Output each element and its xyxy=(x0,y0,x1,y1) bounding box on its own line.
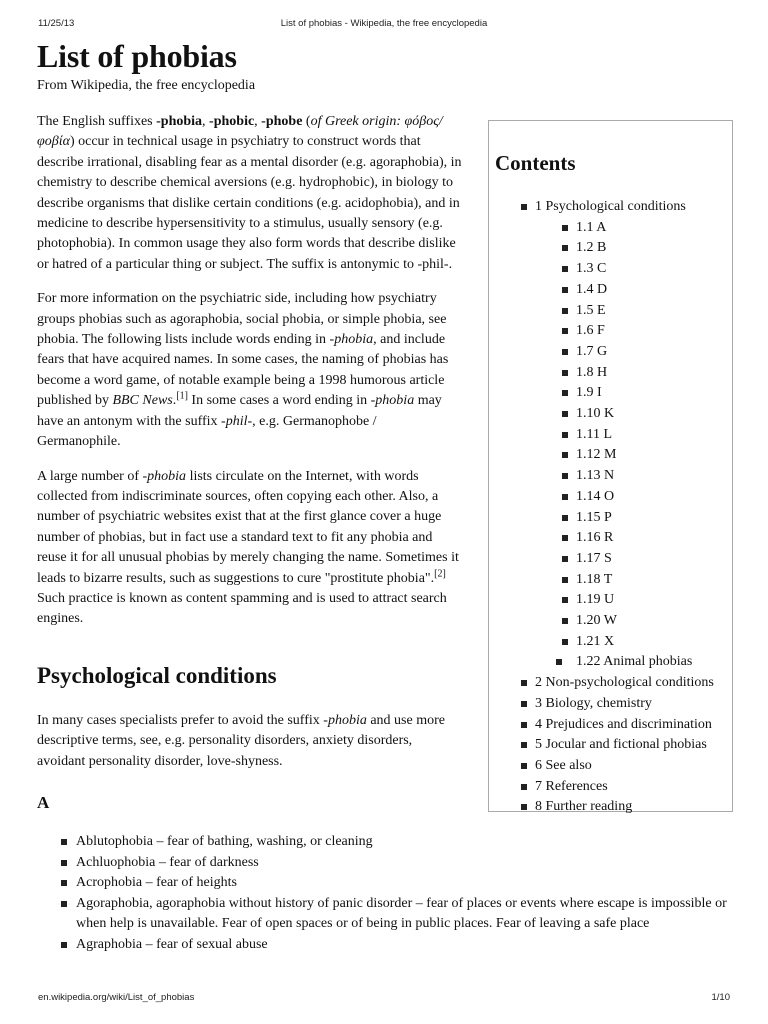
bullet-icon xyxy=(562,349,568,355)
toc-item-p[interactable]: 1.15 P xyxy=(489,508,734,529)
bullet-icon xyxy=(521,701,527,707)
print-date: 11/25/13 xyxy=(38,18,75,29)
toc-item-g[interactable]: 1.7 G xyxy=(489,342,734,363)
bullet-icon xyxy=(61,839,67,845)
toc-item-prejudices-discrimination[interactable]: 4 Prejudices and discrimination xyxy=(489,715,734,736)
bullet-icon xyxy=(562,328,568,334)
bullet-icon xyxy=(562,225,568,231)
bullet-icon xyxy=(562,618,568,624)
bullet-icon xyxy=(562,370,568,376)
toc-item-psychological-conditions[interactable]: 1 Psychological conditions xyxy=(489,197,734,218)
bullet-icon xyxy=(521,722,527,728)
bullet-icon xyxy=(562,577,568,583)
article-body xyxy=(37,112,462,644)
toc-item-i[interactable]: 1.9 I xyxy=(489,383,734,404)
toc-item-f[interactable]: 1.6 F xyxy=(489,321,734,342)
bullet-icon xyxy=(562,308,568,314)
toc-item-l[interactable]: 1.11 L xyxy=(489,425,734,446)
bullet-icon xyxy=(562,473,568,479)
toc-item-non-psychological-conditions[interactable]: 2 Non-psychological conditions xyxy=(489,673,734,694)
bullet-icon xyxy=(562,432,568,438)
toc-item-r[interactable]: 1.16 R xyxy=(489,528,734,549)
bullet-icon xyxy=(562,266,568,272)
internet-lists-paragraph: A large number of -phobia lists circulate on the Internet, with words collected from indiscriminate sources, often copying each other. Also, a number of psychiatric websites exist that at the first glance cover a huge number of phobias, but in fact use a standard text to fit any phobia and reuse it for all unusual phobias by merely changing the name. Sometimes it leads to bizarre results, such as suggestions to cure "prostitute phobia".[2] Such practice is known as content spamming and is used to attract search engines. xyxy=(37,468,459,627)
bullet-icon xyxy=(61,942,67,948)
bullet-icon xyxy=(521,680,527,686)
bullet-icon xyxy=(562,639,568,645)
bullet-icon xyxy=(562,535,568,541)
toc-item-s[interactable]: 1.17 S xyxy=(489,549,734,570)
toc-item-t[interactable]: 1.18 T xyxy=(489,570,734,591)
phobia-list-item: Agraphobia – fear of sexual abuse xyxy=(37,935,727,956)
toc-item-c[interactable]: 1.3 C xyxy=(489,259,734,280)
bullet-icon xyxy=(562,411,568,417)
bullet-icon xyxy=(562,515,568,521)
bullet-icon xyxy=(556,659,562,665)
toc-item-x[interactable]: 1.21 X xyxy=(489,632,734,653)
toc-item-o[interactable]: 1.14 O xyxy=(489,487,734,508)
print-url: en.wikipedia.org/wiki/List_of_phobias xyxy=(38,992,195,1003)
toc-item-k[interactable]: 1.10 K xyxy=(489,404,734,425)
toc-item-a[interactable]: 1.1 A xyxy=(489,218,734,239)
bullet-icon xyxy=(562,494,568,500)
phobia-list-item: Achluophobia – fear of darkness xyxy=(37,853,727,874)
toc-item-d[interactable]: 1.4 D xyxy=(489,280,734,301)
toc-item-e[interactable]: 1.5 E xyxy=(489,301,734,322)
bullet-icon xyxy=(61,860,67,866)
intro-paragraph: The English suffixes -phobia, -phobic, -phobe (of Greek origin: φόβος/φοβία) occur in technical usage in psychiatry to construct words that describe irrational, disabling fear as a mental disorder (e.g. agoraphobia), in chemistry to describe chemical aversions (e.g. hydrophobic), in biology to describe organisms that dislike certain conditions (e.g. acidophobia), and in medicine to describe hypersensitivity to a stimulus, usually sensory (e.g. photophobia). In common usage they also form words that describe dislike or hatred of a particular thing or subject. The suffix is antonymic to -phil-. xyxy=(37,114,462,272)
toc-item-m[interactable]: 1.12 M xyxy=(489,445,734,466)
toc-item-n[interactable]: 1.13 N xyxy=(489,466,734,487)
toc-item-see-also[interactable]: 6 See also xyxy=(489,756,734,777)
toc-item-h[interactable]: 1.8 H xyxy=(489,363,734,384)
citation-2-link[interactable]: [2] xyxy=(434,567,446,579)
section-heading-psychological-conditions: Psychological conditions xyxy=(37,663,277,688)
subsection-heading-a: A xyxy=(37,793,50,812)
print-page-number: 1/10 xyxy=(711,992,730,1003)
toc-list xyxy=(489,197,734,818)
section-intro-paragraph: In many cases specialists prefer to avoid the suffix -phobia and use more descriptive terms, see, e.g. personality disorders, anxiety disorders, avoidant personality disorder, love-shyness. xyxy=(37,713,445,769)
toc-item-references[interactable]: 7 References xyxy=(489,777,734,798)
psychiatry-paragraph: For more information on the psychiatric side, including how psychiatry groups phobias such as agoraphobia, social phobia, or simple phobia, see phobia. The following lists include words ending in -phobia, and include fears that have acquired names. In some cases, the naming of phobias has become a word game, of notable example being a 1998 humorous article published by BBC News.[1] In some cases a word ending in -phobia may have an antonym with the suffix -phil-, e.g. Germanophobe / Germanophile. xyxy=(37,291,449,450)
bullet-icon xyxy=(521,742,527,748)
bullet-icon xyxy=(562,556,568,562)
toc-item-animal-phobias[interactable]: 1.22 Animal phobias xyxy=(489,652,734,673)
page-title: List of phobias xyxy=(37,38,237,74)
citation-1-link[interactable]: [1] xyxy=(176,390,188,402)
bullet-icon xyxy=(562,597,568,603)
toc-item-jocular-fictional-phobias[interactable]: 5 Jocular and fictional phobias xyxy=(489,735,734,756)
bullet-icon xyxy=(521,804,527,810)
site-tagline: From Wikipedia, the free encyclopedia xyxy=(37,78,256,93)
toc-item-b[interactable]: 1.2 B xyxy=(489,238,734,259)
bullet-icon xyxy=(562,245,568,251)
toc-item-w[interactable]: 1.20 W xyxy=(489,611,734,632)
bullet-icon xyxy=(61,880,67,886)
phobia-list-item: Agoraphobia, agoraphobia without history of panic disorder – fear of places or events where escape is impossible or when help is unavailable. Fear of open spaces or of being in public places. Fear of leaving a safe place xyxy=(37,894,727,935)
toc-title: Contents xyxy=(495,151,576,175)
print-page-title: List of phobias - Wikipedia, the free encyclopedia xyxy=(280,18,488,29)
bullet-icon xyxy=(562,390,568,396)
bullet-icon xyxy=(521,204,527,210)
toc-item-further-reading[interactable]: 8 Further reading xyxy=(489,797,734,818)
phobia-list-item: Acrophobia – fear of heights xyxy=(37,873,727,894)
bullet-icon xyxy=(521,763,527,769)
bullet-icon xyxy=(562,452,568,458)
bullet-icon xyxy=(61,901,67,907)
toc-item-u[interactable]: 1.19 U xyxy=(489,590,734,611)
bullet-icon xyxy=(562,287,568,293)
table-of-contents xyxy=(488,120,733,815)
phobia-list-a xyxy=(37,832,727,955)
phobia-list-item: Ablutophobia – fear of bathing, washing, or cleaning xyxy=(37,832,727,853)
toc-item-biology-chemistry[interactable]: 3 Biology, chemistry xyxy=(489,694,734,715)
bullet-icon xyxy=(521,784,527,790)
